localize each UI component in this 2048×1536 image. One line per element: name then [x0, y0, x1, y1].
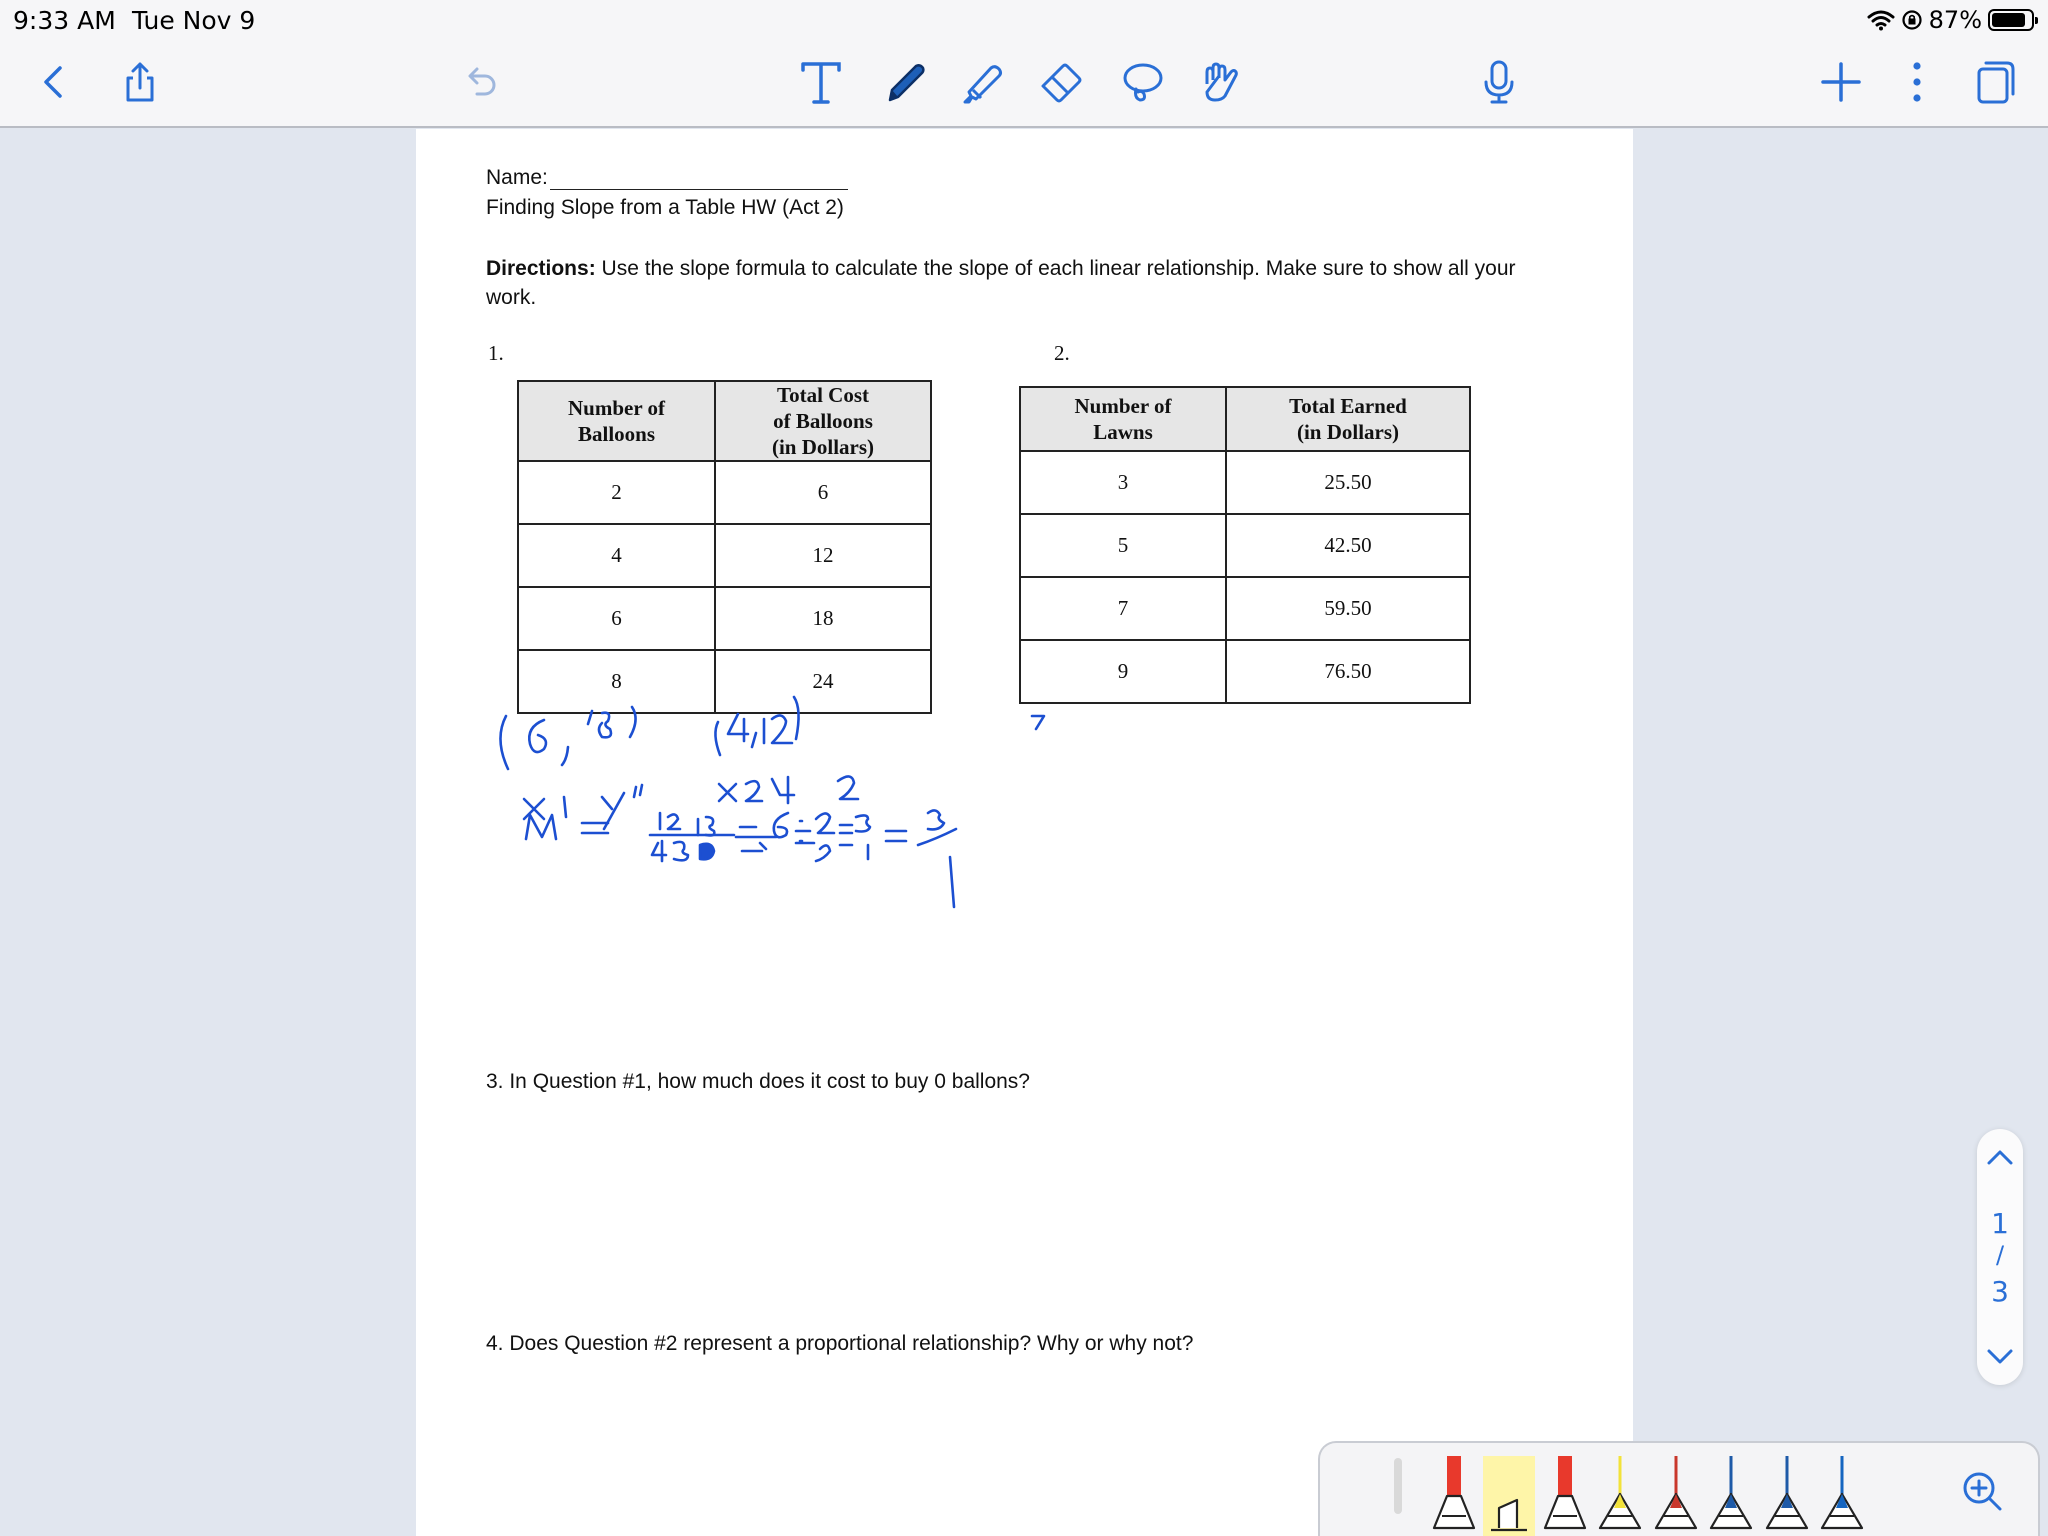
- zoom-button[interactable]: [1951, 1460, 2013, 1522]
- worksheet-title: Finding Slope from a Table HW (Act 2): [486, 196, 844, 219]
- lasso-tool[interactable]: [1114, 54, 1170, 110]
- undo-icon: [455, 56, 507, 108]
- table-row: [518, 524, 931, 587]
- table-row: [1020, 640, 1470, 703]
- share-button[interactable]: [112, 54, 168, 110]
- table-cell: 76.50: [1226, 640, 1470, 703]
- more-icon: [1891, 56, 1943, 108]
- table-header-row: [1020, 387, 1470, 451]
- wifi-icon: [1867, 9, 1895, 31]
- back-icon: [27, 56, 79, 108]
- table-cell: 5: [1020, 514, 1226, 577]
- pen-tray-tool-3[interactable]: [1483, 1450, 1535, 1536]
- table-cell: 4: [518, 524, 715, 587]
- pen-tool-icon: [878, 56, 930, 108]
- zoom-in-icon: [1960, 1469, 2004, 1513]
- orientation-lock-icon: [1901, 9, 1923, 31]
- table-header-cell: Number of Lawns: [1020, 387, 1226, 451]
- chevron-up-icon: [1985, 1147, 2015, 1167]
- pen-tray-tool-4[interactable]: [1539, 1450, 1591, 1536]
- pen-tray-tool-6[interactable]: [1650, 1450, 1702, 1536]
- table-cell: 24: [715, 650, 931, 713]
- pen-tray-tool-5[interactable]: [1594, 1450, 1646, 1536]
- chevron-down-icon: [1985, 1347, 2015, 1367]
- table-row: [518, 587, 931, 650]
- pen-tool[interactable]: [876, 54, 932, 110]
- status-time: 9:33 AM: [13, 6, 116, 35]
- highlighter-tool[interactable]: [955, 54, 1011, 110]
- toolbar: [0, 40, 2048, 128]
- share-icon: [114, 56, 166, 108]
- add-button[interactable]: [1813, 54, 1869, 110]
- table-header-cell: Total Earned (in Dollars): [1226, 387, 1470, 451]
- page-navigator: [1977, 1129, 2023, 1385]
- directions-label: Directions:: [486, 257, 596, 280]
- table-cell: 6: [715, 461, 931, 524]
- name-label: Name:: [486, 166, 548, 189]
- pen-tray-tool-9[interactable]: [1816, 1450, 1868, 1536]
- table-row: [518, 461, 931, 524]
- table-cell: 9: [1020, 640, 1226, 703]
- question-3: 3. In Question #1, how much does it cost to buy 0 ballons?: [486, 1070, 1030, 1093]
- table-cell: 18: [715, 587, 931, 650]
- eraser-tool[interactable]: [1033, 54, 1089, 110]
- highlighter-tool-icon: [957, 56, 1009, 108]
- pages-button[interactable]: [1967, 54, 2023, 110]
- pen-tray-tool-2[interactable]: [1428, 1450, 1480, 1536]
- directions-text-2: work.: [486, 286, 537, 309]
- question-4: 4. Does Question #2 represent a proportional relationship? Why or why not?: [486, 1332, 1194, 1355]
- battery-icon: [1988, 9, 2034, 31]
- eraser-tool-icon: [1035, 56, 1087, 108]
- table-cell: 42.50: [1226, 514, 1470, 577]
- table-cell: 12: [715, 524, 931, 587]
- battery-fill: [1992, 13, 2025, 27]
- text-tool-icon: [795, 56, 847, 108]
- microphone-button[interactable]: [1471, 54, 1527, 110]
- table-header-cell: Number of Balloons: [518, 381, 715, 461]
- name-blank: [550, 170, 848, 190]
- microphone-icon: [1473, 56, 1525, 108]
- table-row: [1020, 577, 1470, 640]
- table-cell: 2: [518, 461, 715, 524]
- table-cell: 7: [1020, 577, 1226, 640]
- pen-tray-tool-8[interactable]: [1761, 1450, 1813, 1536]
- previous-page-button[interactable]: [1980, 1139, 2020, 1175]
- balloons-table: [517, 380, 932, 714]
- text-tool[interactable]: [793, 54, 849, 110]
- total-page-number: 3: [1991, 1275, 2009, 1308]
- pen-tray-tool-1[interactable]: [1372, 1450, 1424, 1536]
- add-icon: [1815, 56, 1867, 108]
- lawns-table: [1019, 386, 1471, 704]
- table-row: [1020, 514, 1470, 577]
- table-row: [518, 650, 931, 713]
- pen-tray-tool-7[interactable]: [1705, 1450, 1757, 1536]
- page-separator: /: [1995, 1241, 2005, 1269]
- current-page-number: 1: [1991, 1207, 2009, 1240]
- pen-tray: [1318, 1441, 2040, 1536]
- directions-text: Use the slope formula to calculate the slope of each linear relationship. Make sure to show all your: [595, 257, 1516, 280]
- status-bar: [0, 0, 2048, 40]
- pages-icon: [1969, 56, 2021, 108]
- handwritten-work: [416, 129, 1633, 1536]
- table-row: [1020, 451, 1470, 514]
- table-cell: 8: [518, 650, 715, 713]
- hand-tool-icon: [1193, 56, 1245, 108]
- table-cell: 3: [1020, 451, 1226, 514]
- back-button[interactable]: [25, 54, 81, 110]
- more-button[interactable]: [1889, 54, 1945, 110]
- status-indicators: [1867, 6, 2034, 34]
- undo-button[interactable]: [453, 54, 509, 110]
- hand-tool[interactable]: [1191, 54, 1247, 110]
- question-1-number: 1.: [488, 341, 504, 365]
- table-cell: 25.50: [1226, 451, 1470, 514]
- name-field: [486, 166, 848, 190]
- next-page-button[interactable]: [1980, 1339, 2020, 1375]
- document-page[interactable]: [416, 129, 1633, 1536]
- battery-percent: 87%: [1928, 6, 1982, 34]
- table-header-row: [518, 381, 931, 461]
- status-date: Tue Nov 9: [132, 6, 256, 35]
- lasso-tool-icon: [1116, 56, 1168, 108]
- table-header-cell: Total Cost of Balloons (in Dollars): [715, 381, 931, 461]
- table-cell: 6: [518, 587, 715, 650]
- question-2-number: 2.: [1054, 341, 1070, 365]
- directions: [486, 254, 1596, 312]
- table-cell: 59.50: [1226, 577, 1470, 640]
